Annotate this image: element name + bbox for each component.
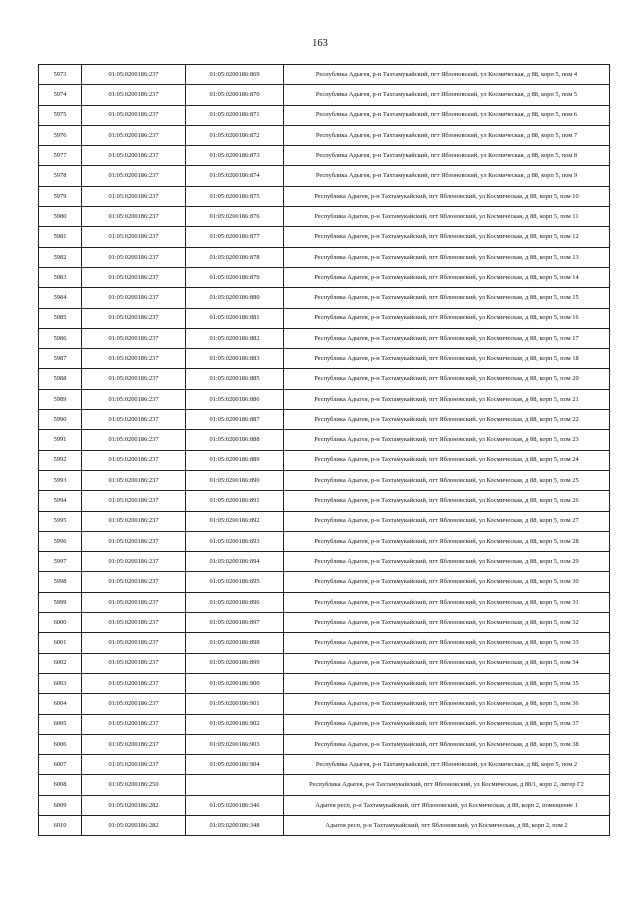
row-number-cell: 5974: [39, 85, 82, 105]
cadastral-number-cell: 01:05:0200186:904: [186, 755, 284, 775]
table-row: [39, 673, 610, 693]
address-cell: Республика Адыгея, р-н Тахтамукайский, пгт Яблоновский, ул Космическая, д 88, корп 5, пом 12: [284, 227, 610, 247]
address-cell: Республика Адыгея, р-н Тахтамукайский, пгт Яблоновский, ул Космическая, д 88, корп 5, пом 27: [284, 511, 610, 531]
address-cell: Республика Адыгея, р-н Тахтамукайский, пгт Яблоновский, ул Космическая, д 88, корп 5, пом 9: [284, 166, 610, 186]
row-number-cell: 5977: [39, 146, 82, 166]
table-row: [39, 125, 610, 145]
cadastral-number-cell: 01:05:0200186:886: [186, 389, 284, 409]
table-row: [39, 653, 610, 673]
cadastral-number-cell: 01:05:0200186:899: [186, 653, 284, 673]
row-number-cell: 5986: [39, 328, 82, 348]
cadastral-number-cell: 01:05:0200186:874: [186, 166, 284, 186]
address-cell: Республика Адыгея, р-н Тахтамукайский, пгт Яблоновский, ул Космическая, д 88, корп 5, пом 37: [284, 714, 610, 734]
address-cell: Республика Адыгея, р-н Тахтамукайский, пгт Яблоновский, ул Космическая, д 88, корп 5, пом 6: [284, 105, 610, 125]
cadastral-number-cell: 01:05:0200186:870: [186, 85, 284, 105]
table-row: [39, 572, 610, 592]
cadastral-number-cell: 01:05:0200186:889: [186, 450, 284, 470]
table-row: [39, 247, 610, 267]
row-number-cell: 5992: [39, 450, 82, 470]
parent-cadastral-number-cell: 01:05:0200186:282: [82, 795, 186, 815]
address-cell: Республика Адыгея, р-н Тахтамукайский, пгт Яблоновский, ул Космическая, д 88, корп 5, пом 26: [284, 491, 610, 511]
address-cell: Республика Адыгея, р-н Тахтамукайский, пгт Яблоновский, ул Космическая, д 88, корп 5, пом 4: [284, 65, 610, 85]
parent-cadastral-number-cell: 01:05:0200186:282: [82, 815, 186, 835]
parent-cadastral-number-cell: 01:05:0200186:237: [82, 694, 186, 714]
parent-cadastral-number-cell: 01:05:0200186:237: [82, 328, 186, 348]
cadastral-number-cell: 01:05:0200186:883: [186, 349, 284, 369]
cadastral-number-cell: 01:05:0200186:903: [186, 734, 284, 754]
table-row: [39, 552, 610, 572]
row-number-cell: 6008: [39, 775, 82, 795]
cadastral-number-cell: 01:05:0200186:893: [186, 531, 284, 551]
address-cell: Республика Адыгея, р-н Тахтамукайский, пгт Яблоновский, ул Космическая, д 88, корп 5, пом 36: [284, 694, 610, 714]
cadastral-number-cell: 01:05:0200186:881: [186, 308, 284, 328]
cadastral-number-cell: 01:05:0200186:346: [186, 795, 284, 815]
address-cell: Республика Адыгея, р-н Тахтамукайский, пгт Яблоновский, ул Космическая, д 88, корп 5, пом 24: [284, 450, 610, 470]
table-row: [39, 410, 610, 430]
row-number-cell: 6001: [39, 633, 82, 653]
row-number-cell: 5987: [39, 349, 82, 369]
parent-cadastral-number-cell: 01:05:0200186:237: [82, 430, 186, 450]
cadastral-table: [38, 64, 610, 836]
table-row: [39, 531, 610, 551]
row-number-cell: 5976: [39, 125, 82, 145]
table-row: [39, 227, 610, 247]
parent-cadastral-number-cell: 01:05:0200186:237: [82, 410, 186, 430]
row-number-cell: 6002: [39, 653, 82, 673]
row-number-cell: 5975: [39, 105, 82, 125]
table-row: [39, 308, 610, 328]
parent-cadastral-number-cell: 01:05:0200186:237: [82, 369, 186, 389]
address-cell: Республика Адыгея, р-н Тахтамукайский, пгт Яблоновский, ул Космическая, д 88, корп 5, пом 13: [284, 247, 610, 267]
cadastral-number-cell: 01:05:0200186:885: [186, 369, 284, 389]
row-number-cell: 5983: [39, 267, 82, 287]
parent-cadastral-number-cell: 01:05:0200186:237: [82, 633, 186, 653]
row-number-cell: 5990: [39, 410, 82, 430]
address-cell: Республика Адыгея, р-н Тахтамукайский, пгт Яблоновский, ул Космическая, д 88, корп 5, пом 15: [284, 288, 610, 308]
row-number-cell: 6000: [39, 613, 82, 633]
address-cell: Республика Адыгея, р-н Тахтамукайский, пгт Яблоновский, ул Космическая, д 88, корп 5, пом 14: [284, 267, 610, 287]
cadastral-number-cell: 01:05:0200186:898: [186, 633, 284, 653]
row-number-cell: 6010: [39, 815, 82, 835]
address-cell: Республика Адыгея, р-н Тахтамукайский, пгт Яблоновский, ул Космическая, д 88, корп 5, пом 31: [284, 592, 610, 612]
cadastral-number-cell: 01:05:0200186:872: [186, 125, 284, 145]
address-cell: Республика Адыгея, р-н Тахтамукайский, пгт Яблоновский, ул Космическая, д 88, корп 5, пом 21: [284, 389, 610, 409]
row-number-cell: 5981: [39, 227, 82, 247]
table-row: [39, 288, 610, 308]
cadastral-number-cell: 01:05:0200186:871: [186, 105, 284, 125]
parent-cadastral-number-cell: 01:05:0200186:237: [82, 511, 186, 531]
cadastral-number-cell: 01:05:0200186:877: [186, 227, 284, 247]
address-cell: Республика Адыгея, р-н Тахтамукайский, пгт Яблоновский, ул Космическая, д 88, корп 5, пом 23: [284, 430, 610, 450]
row-number-cell: 5993: [39, 470, 82, 490]
table-row: [39, 328, 610, 348]
page-number: 163: [312, 38, 328, 49]
parent-cadastral-number-cell: 01:05:0200186:237: [82, 613, 186, 633]
table-row: [39, 775, 610, 795]
address-cell: Адыгея респ, р-н Тахтамукайский, пгт Яблоновский, ул Космическая, д 88, корп 2, пом 2: [284, 815, 610, 835]
table-row: [39, 470, 610, 490]
table-row: [39, 166, 610, 186]
parent-cadastral-number-cell: 01:05:0200186:237: [82, 470, 186, 490]
cadastral-number-cell: 01:05:0200186:896: [186, 592, 284, 612]
table-row: [39, 267, 610, 287]
parent-cadastral-number-cell: 01:05:0200186:237: [82, 531, 186, 551]
row-number-cell: 5997: [39, 552, 82, 572]
cadastral-number-cell: 01:05:0200186:888: [186, 430, 284, 450]
cadastral-number-cell: 01:05:0200186:348: [186, 815, 284, 835]
parent-cadastral-number-cell: 01:05:0200186:237: [82, 105, 186, 125]
address-cell: Республика Адыгея, р-н Тахтамукайский, пгт Яблоновский, ул Космическая, д 88, корп 5, пом 38: [284, 734, 610, 754]
row-number-cell: 5979: [39, 186, 82, 206]
row-number-cell: 5994: [39, 491, 82, 511]
table-row: [39, 815, 610, 835]
cadastral-number-cell: 01:05:0200186:901: [186, 694, 284, 714]
table-row: [39, 795, 610, 815]
parent-cadastral-number-cell: 01:05:0200186:237: [82, 288, 186, 308]
parent-cadastral-number-cell: 01:05:0200186:237: [82, 491, 186, 511]
address-cell: Республика Адыгея, р-н Тахтамукайский, пгт Яблоновский, ул Космическая, д 88, корп 5, пом 25: [284, 470, 610, 490]
cadastral-number-cell: 01:05:0200186:882: [186, 328, 284, 348]
table-row: [39, 714, 610, 734]
row-number-cell: 5998: [39, 572, 82, 592]
parent-cadastral-number-cell: 01:05:0200186:237: [82, 227, 186, 247]
parent-cadastral-number-cell: 01:05:0200186:250: [82, 775, 186, 795]
cadastral-number-cell: 01:05:0200186:878: [186, 247, 284, 267]
table-body: [39, 65, 610, 836]
address-cell: Республика Адыгея, р-н Тахтамукайский, пгт Яблоновский, ул Космическая, д 88, корп 5, пом 28: [284, 531, 610, 551]
address-cell: Республика Адыгея, р-н Тахтамукайский, пгт Яблоновский, ул Космическая, д 88, корп 5, пом 2: [284, 755, 610, 775]
row-number-cell: 5985: [39, 308, 82, 328]
table-row: [39, 186, 610, 206]
row-number-cell: 6006: [39, 734, 82, 754]
parent-cadastral-number-cell: 01:05:0200186:237: [82, 166, 186, 186]
address-cell: Республика Адыгея, р-н Тахтамукайский, пгт Яблоновский, ул Космическая, д 88, корп 5, пом 11: [284, 207, 610, 227]
table-row: [39, 349, 610, 369]
address-cell: Республика Адыгея, р-н Тахтамукайский, пгт Яблоновский, ул Космическая, д 88, корп 5, пом 30: [284, 572, 610, 592]
address-cell: Республика Адыгея, р-н Тахтамукайский, пгт Яблоновский, ул Космическая, д 88, корп 5, пом 7: [284, 125, 610, 145]
cadastral-number-cell: 01:05:0200186:880: [186, 288, 284, 308]
cadastral-number-cell: 01:05:0200186:895: [186, 572, 284, 592]
row-number-cell: 6003: [39, 673, 82, 693]
parent-cadastral-number-cell: 01:05:0200186:237: [82, 755, 186, 775]
cadastral-number-cell: 01:05:0200186:890: [186, 470, 284, 490]
cadastral-number-cell: 01:05:0200186:875: [186, 186, 284, 206]
table-row: [39, 389, 610, 409]
address-cell: Адыгея респ, р-н Тахтамукайский, пгт Яблоновский, ул Космическая, д 88, корп 2, помещение 1: [284, 795, 610, 815]
address-cell: Республика Адыгея, р-н Тахтамукайский, пгт Яблоновский, ул Космическая, д 88, корп 5, пом 20: [284, 369, 610, 389]
parent-cadastral-number-cell: 01:05:0200186:237: [82, 65, 186, 85]
row-number-cell: 5982: [39, 247, 82, 267]
address-cell: Республика Адыгея, р-н Тахтамукайский, пгт Яблоновский, ул Космическая, д 88, корп 5, пом 35: [284, 673, 610, 693]
parent-cadastral-number-cell: 01:05:0200186:237: [82, 734, 186, 754]
parent-cadastral-number-cell: 01:05:0200186:237: [82, 714, 186, 734]
parent-cadastral-number-cell: 01:05:0200186:237: [82, 592, 186, 612]
row-number-cell: 5989: [39, 389, 82, 409]
cadastral-number-cell: 01:05:0200186:879: [186, 267, 284, 287]
cadastral-number-cell: 01:05:0200186:892: [186, 511, 284, 531]
parent-cadastral-number-cell: 01:05:0200186:237: [82, 267, 186, 287]
table-row: [39, 694, 610, 714]
parent-cadastral-number-cell: 01:05:0200186:237: [82, 247, 186, 267]
table-row: [39, 633, 610, 653]
cadastral-number-cell: 01:05:0200186:887: [186, 410, 284, 430]
table-row: [39, 65, 610, 85]
parent-cadastral-number-cell: 01:05:0200186:237: [82, 673, 186, 693]
address-cell: Республика Адыгея, р-н Тахтамукайский, пгт Яблоновский, ул Космическая, д 88/1, корп 2, литер Г2: [284, 775, 610, 795]
parent-cadastral-number-cell: 01:05:0200186:237: [82, 308, 186, 328]
parent-cadastral-number-cell: 01:05:0200186:237: [82, 389, 186, 409]
table-row: [39, 85, 610, 105]
table-row: [39, 613, 610, 633]
table-row: [39, 755, 610, 775]
cadastral-number-cell: 01:05:0200186:876: [186, 207, 284, 227]
row-number-cell: 5980: [39, 207, 82, 227]
parent-cadastral-number-cell: 01:05:0200186:237: [82, 207, 186, 227]
table-row: [39, 146, 610, 166]
cadastral-number-cell: 01:05:0200186:902: [186, 714, 284, 734]
cadastral-number-cell: 01:05:0200186:900: [186, 673, 284, 693]
address-cell: Республика Адыгея, р-н Тахтамукайский, пгт Яблоновский, ул Космическая, д 88, корп 5, пом 18: [284, 349, 610, 369]
row-number-cell: 6005: [39, 714, 82, 734]
row-number-cell: 5978: [39, 166, 82, 186]
row-number-cell: 5973: [39, 65, 82, 85]
row-number-cell: 6004: [39, 694, 82, 714]
parent-cadastral-number-cell: 01:05:0200186:237: [82, 85, 186, 105]
parent-cadastral-number-cell: 01:05:0200186:237: [82, 146, 186, 166]
parent-cadastral-number-cell: 01:05:0200186:237: [82, 186, 186, 206]
parent-cadastral-number-cell: 01:05:0200186:237: [82, 450, 186, 470]
table-row: [39, 430, 610, 450]
parent-cadastral-number-cell: 01:05:0200186:237: [82, 349, 186, 369]
table-row: [39, 207, 610, 227]
address-cell: Республика Адыгея, р-н Тахтамукайский, пгт Яблоновский, ул Космическая, д 88, корп 5, пом 34: [284, 653, 610, 673]
row-number-cell: 6007: [39, 755, 82, 775]
table-row: [39, 734, 610, 754]
address-cell: Республика Адыгея, р-н Тахтамукайский, пгт Яблоновский, ул Космическая, д 88, корп 5, пом 10: [284, 186, 610, 206]
table-row: [39, 450, 610, 470]
address-cell: Республика Адыгея, р-н Тахтамукайский, пгт Яблоновский, ул Космическая, д 88, корп 5, пом 16: [284, 308, 610, 328]
row-number-cell: 5999: [39, 592, 82, 612]
address-cell: Республика Адыгея, р-н Тахтамукайский, пгт Яблоновский, ул Космическая, д 88, корп 5, пом 32: [284, 613, 610, 633]
parent-cadastral-number-cell: 01:05:0200186:237: [82, 552, 186, 572]
address-cell: Республика Адыгея, р-н Тахтамукайский, пгт Яблоновский, ул Космическая, д 88, корп 5, пом 22: [284, 410, 610, 430]
table-row: [39, 511, 610, 531]
table-row: [39, 491, 610, 511]
cadastral-number-cell: 01:05:0200186:873: [186, 146, 284, 166]
address-cell: Республика Адыгея, р-н Тахтамукайский, пгт Яблоновский, ул Космическая, д 88, корп 5, пом 8: [284, 146, 610, 166]
row-number-cell: 5996: [39, 531, 82, 551]
address-cell: Республика Адыгея, р-н Тахтамукайский, пгт Яблоновский, ул Космическая, д 88, корп 5, пом 29: [284, 552, 610, 572]
cadastral-number-cell: [186, 775, 284, 795]
parent-cadastral-number-cell: 01:05:0200186:237: [82, 572, 186, 592]
address-cell: Республика Адыгея, р-н Тахтамукайский, пгт Яблоновский, ул Космическая, д 88, корп 5, пом 17: [284, 328, 610, 348]
cadastral-number-cell: 01:05:0200186:894: [186, 552, 284, 572]
row-number-cell: 6009: [39, 795, 82, 815]
row-number-cell: 5995: [39, 511, 82, 531]
parent-cadastral-number-cell: 01:05:0200186:237: [82, 653, 186, 673]
table-row: [39, 105, 610, 125]
row-number-cell: 5988: [39, 369, 82, 389]
parent-cadastral-number-cell: 01:05:0200186:237: [82, 125, 186, 145]
table-row: [39, 369, 610, 389]
row-number-cell: 5991: [39, 430, 82, 450]
cadastral-number-cell: 01:05:0200186:897: [186, 613, 284, 633]
cadastral-number-cell: 01:05:0200186:891: [186, 491, 284, 511]
row-number-cell: 5984: [39, 288, 82, 308]
table-row: [39, 592, 610, 612]
cadastral-number-cell: 01:05:0200186:869: [186, 65, 284, 85]
address-cell: Республика Адыгея, р-н Тахтамукайский, пгт Яблоновский, ул Космическая, д 88, корп 5, пом 5: [284, 85, 610, 105]
address-cell: Республика Адыгея, р-н Тахтамукайский, пгт Яблоновский, ул Космическая, д 88, корп 5, пом 33: [284, 633, 610, 653]
